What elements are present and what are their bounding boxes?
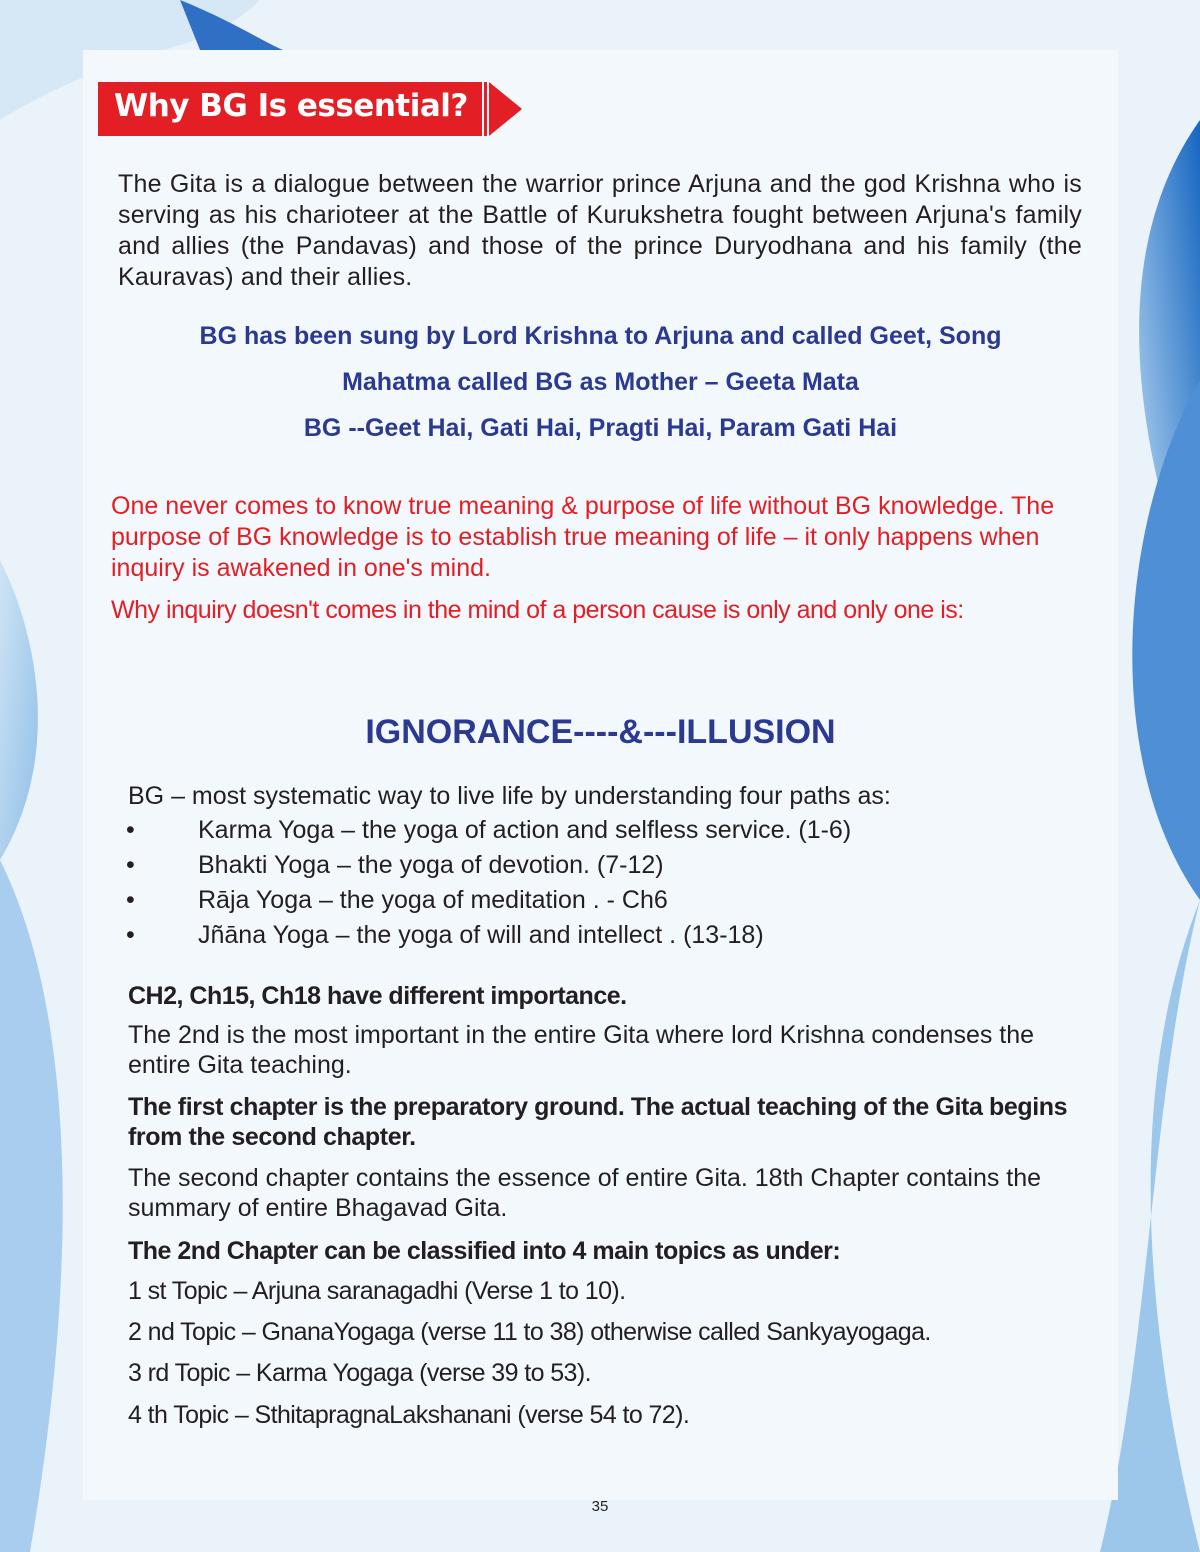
- bullet-icon: •: [126, 921, 135, 949]
- list-item: 2 nd Topic – GnanaYogaga (verse 11 to 38) otherwise called Sankyayogaga.: [128, 1318, 931, 1346]
- importance-text: The 2nd is the most important in the entire Gita where lord Krishna condenses the entire Gita teaching.: [128, 1021, 1035, 1079]
- section-heading: IGNORANCE----&---ILLUSION: [365, 713, 836, 751]
- intro-paragraph: The Gita is a dialogue between the warrior prince Arjuna and the god Krishna who is serving as his charioteer at the Battle of Kurukshetra fought between Arjuna's family and allies (the Pandavas) and those of the prince Duryodhana and his family (the Kauravas) and their allies.: [118, 170, 1082, 291]
- list-item: 1 st Topic – Arjuna saranagadhi (Verse 1 to 10).: [128, 1277, 626, 1305]
- bullet-icon: •: [126, 816, 135, 844]
- bullet-icon: •: [126, 851, 135, 879]
- list-item: 3 rd Topic – Karma Yogaga (verse 39 to 53).: [128, 1359, 591, 1387]
- list-item: 4 th Topic – SthitapragnaLakshanani (verse 54 to 72).: [128, 1401, 690, 1429]
- inquiry-question: Why inquiry doesn't comes in the mind of a person cause is only and only one is:: [111, 596, 964, 624]
- essence-text: The second chapter contains the essence of entire Gita. 18th Chapter contains the summary of entire Bhagavad Gita.: [128, 1164, 1042, 1222]
- page-number: 35: [591, 1498, 609, 1515]
- importance-heading: CH2, Ch15, Ch18 have different importance.: [128, 982, 627, 1010]
- purpose-paragraph: One never comes to know true meaning & purpose of life without BG knowledge. The purpose of BG knowledge is to establish true meaning of life – it only happens when inquiry is awakened in one's mind.: [111, 492, 1055, 582]
- title-banner: [98, 82, 482, 136]
- first-chapter-note: The first chapter is the preparatory ground. The actual teaching of the Gita begins from the second chapter.: [128, 1093, 1068, 1151]
- bullet-icon: •: [126, 886, 135, 914]
- page-title: Why BG Is essential?: [114, 88, 468, 124]
- highlight-line-2: Mahatma called BG as Mother – Geeta Mata: [342, 368, 859, 396]
- highlight-line-1: BG has been sung by Lord Krishna to Arjuna and called Geet, Song: [199, 322, 1002, 350]
- highlight-line-3: BG --Geet Hai, Gati Hai, Pragti Hai, Param Gati Hai: [303, 414, 898, 442]
- paths-intro: BG – most systematic way to live life by understanding four paths as:: [128, 782, 891, 810]
- topics-heading: The 2nd Chapter can be classified into 4 main topics as under:: [128, 1237, 841, 1265]
- arrow-right-icon: [484, 82, 524, 136]
